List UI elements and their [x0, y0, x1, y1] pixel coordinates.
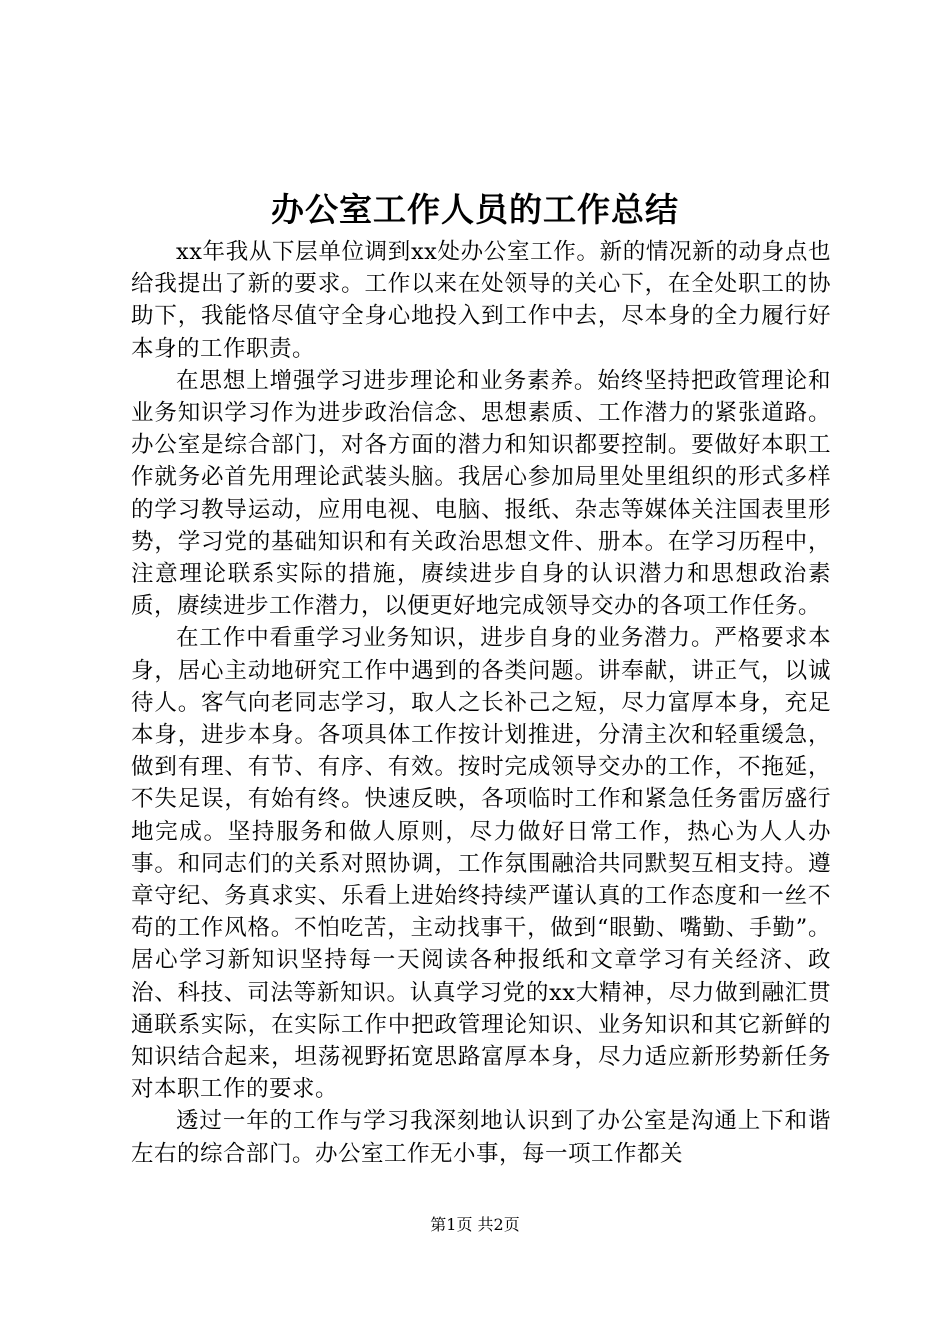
- paragraph-3: 在工作中看重学习业务知识，进步自身的业务潜力。严格要求本身，居心主动地研究工作中遇到的各类问题。讲奉献，讲正气，以诚待人。客气向老同志学习，取人之长补己之短，尽力富厚本身，充足本身，进步本身。各项具体工作按计划推进，分清主次和轻重缓急，做到有理、有节、有序、有效。按时完成领导交办的工作，不拖延，不失足误，有始有终。快速反映，各项临时工作和紧急任务雷厉盛行地完成。坚持服务和做人原则，尽力做好日常工作，热心为人人办事。和同志们的关系对照协调，工作氛围融洽共同默契互相支持。遵章守纪、务真求实、乐看上进始终持续严谨认真的工作态度和一丝不苟的工作风格。不怕吃苦，主动找事干，做到“眼勤、嘴勤、手勤”。居心学习新知识坚持每一天阅读各种报纸和文章学习有关经济、政治、科技、司法等新知识。认真学习党的xx大精神，尽力做到融汇贯通联系实际，在实际工作中把政管理论知识、业务知识和其它新鲜的知识结合起来，坦荡视野拓宽思路富厚本身，尽力适应新形势新任务对本职工作的要求。: [131, 625, 831, 1103]
- paragraph-4: 透过一年的工作与学习我深刻地认识到了办公室是沟通上下和谐左右的综合部门。办公室工作无小事，每一项工作都关: [131, 1108, 831, 1167]
- document-title: 办公室工作人员的工作总结: [271, 190, 679, 229]
- paragraph-1: xx年我从下层单位调到xx处办公室工作。新的情况新的动身点也给我提出了新的要求。工作以来在处领导的关心下，在全处职工的协助下，我能恪尽值守全身心地投入到工作中去，尽本身的全力履行好本身的工作职责。: [131, 239, 831, 362]
- page-number-footer: 第1页 共2页: [430, 1215, 520, 1234]
- document-body: [131, 236, 831, 1170]
- paragraph-2: 在思想上增强学习进步理论和业务素养。始终坚持把政管理论和业务知识学习作为进步政治信念、思想素质、工作潜力的紧张道路。办公室是综合部门，对各方面的潜力和知识都要控制。要做好本职工作就务必首先用理论武装头脑。我居心参加局里处里组织的形式多样的学习教导运动，应用电视、电脑、报纸、杂志等媒体关注国表里形势，学习党的基础知识和有关政治思想文件、册本。在学习历程中，注意理论联系实际的措施，赓续进步自身的认识潜力和思想政治素质，赓续进步工作潜力，以便更好地完成领导交办的各项工作任务。: [131, 367, 831, 620]
